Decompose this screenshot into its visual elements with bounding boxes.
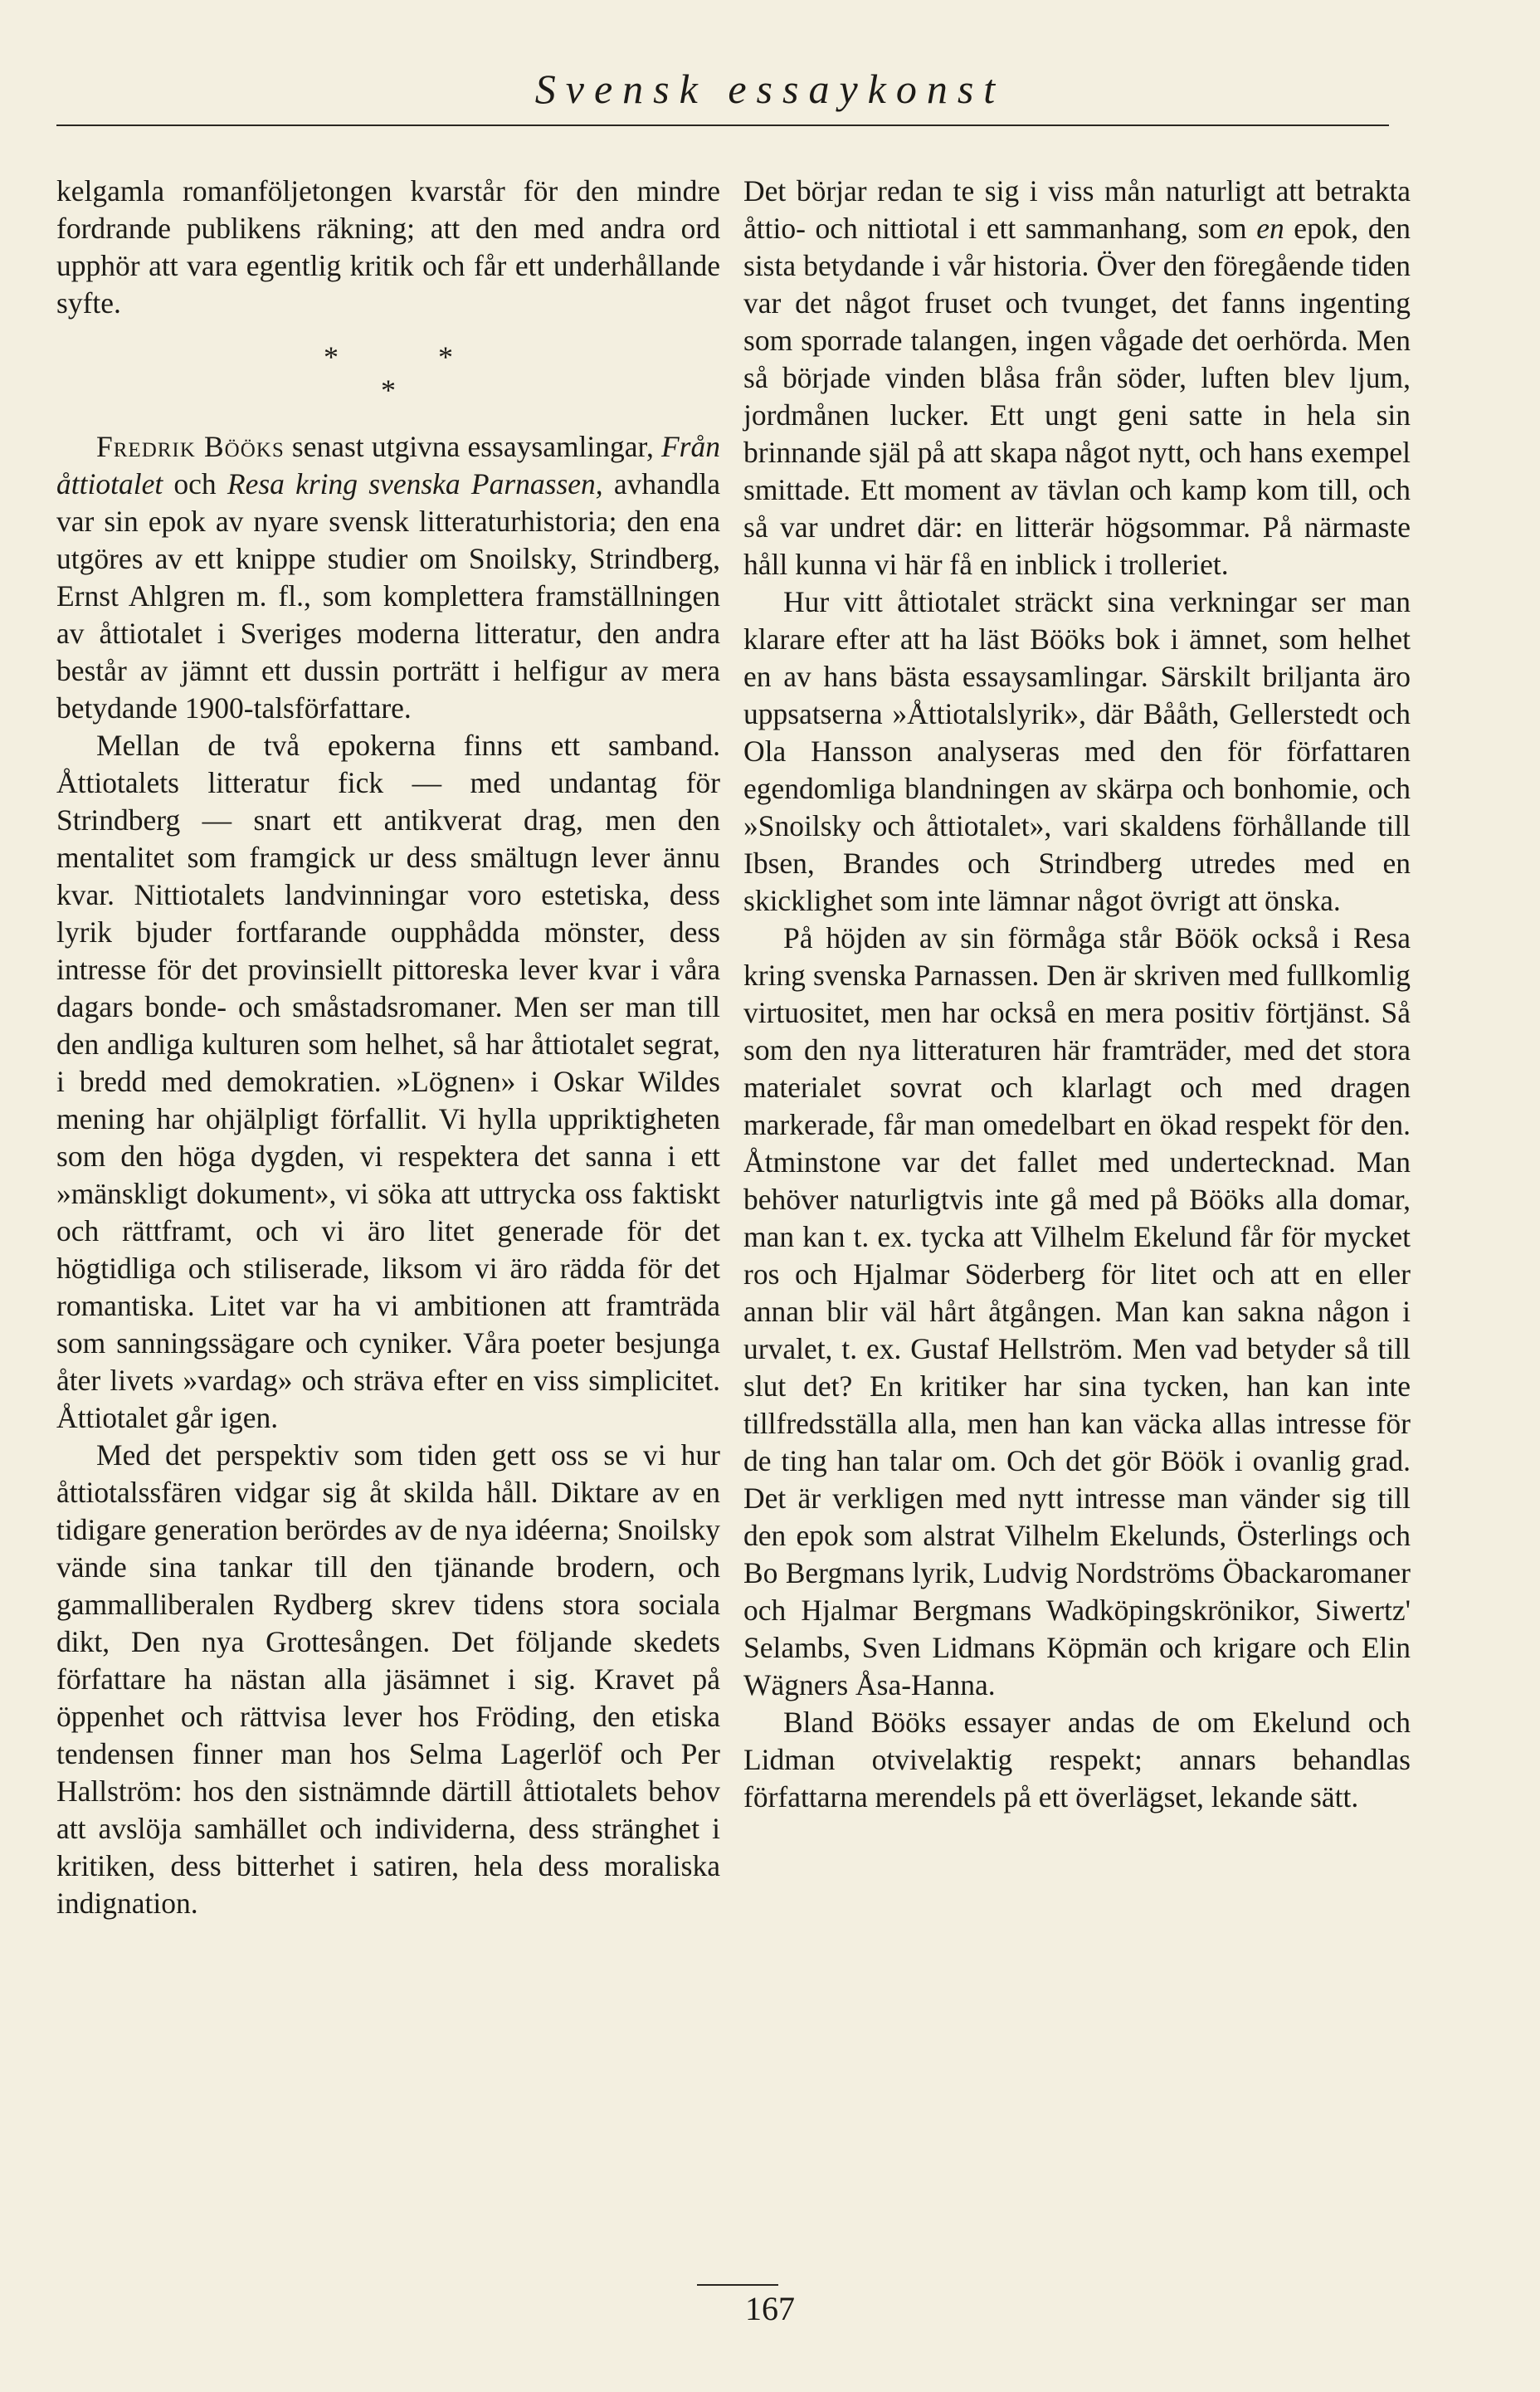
text-run: epok, den sista betydande i vår historia. Över den föregående tiden var det något fruset och tvunget, det fanns ingenting som sporrade talangen, ingen vågade det oerhörda. Men så började vinden blåsa från söder, luften blev ljum, jordmånen lucker. Ett ungt geni satte in hela sin brinnande själ på att skapa något nytt, och hans exempel smittade. Ett moment av tävlan och kamp kom till, och så var undret där: en litterär högsommar. På närmaste håll kunna vi här få en inblick i trolleriet. — [743, 212, 1411, 581]
paragraph-closing: Bland Bööks essayer andas de om Ekelund och Lidman otvivelaktig respekt; annars behandlas författarna merendels på ett överlägset, lekande sätt. — [743, 1706, 1411, 1814]
page-number-rule — [697, 2284, 778, 2286]
page-number: 167 — [745, 2290, 795, 2327]
paragraph-one-epoch — [743, 173, 1411, 583]
book-title-2: Resa kring svenska Parnassen, — [227, 467, 603, 500]
text-run: Det börjar redan te sig i viss mån naturligt att betrakta åttio- och nittiotal i ett sammanhang, som — [743, 174, 1411, 245]
section-break-asterism — [56, 340, 720, 407]
paragraph-intro-continuation: kelgamla romanföljetongen kvarstår för den mindre fordrande publikens räkning; att den med andra ord upphör att vara egentlig kritik och får ett underhållande syfte. — [56, 174, 720, 320]
text-run: senast utgivna essaysamlingar, — [284, 430, 661, 463]
emphasis-en: en — [1256, 212, 1284, 245]
paragraph-booek-essays — [56, 428, 720, 727]
right-column — [743, 173, 1411, 1816]
text-run: avhandla var sin epok av nyare svensk litteraturhistoria; den ena utgöres av ett knippe studier om Snoilsky, Strindberg, Ernst Ahlgren m. fl., som komplettera framställningen av åttiotalet i Sveriges moderna litteratur, den andra består av jämnt ett dussin porträtt i helfigur av mera betydande 1900-talsförfattare. — [56, 467, 721, 725]
paragraph-parnassen: På höjden av sin förmåga står Böök också i Resa kring svenska Parnassen. Den är skriven med fullkomlig virtuositet, men har också en mera positiv förtjänst. Så som den nya litteraturen här framträder, med det stora materialet sovrat och klarlagt och med dragen markerade, får man omedelbart en ökad respekt för den. Åtminstone var det fallet med undertecknad. Man behöver naturligtvis inte gå med på Bööks alla domar, man kan t. ex. tycka att Vilhelm Ekelund får för mycket ros och Hjalmar Söderberg för litet och att en eller annan blir väl hårt åtgången. Man kan sakna någon i urvalet, t. ex. Gustaf Hellström. Men vad betyder så till slut det? En kritiker har sina tycken, han kan inte tillfredsställa alla, men han kan väcka allas intresse för de ting han talar om. Och det gör Böök i ovanlig grad. Det är verkligen med nytt intresse man vänder sig till den epok som alstrat Vilhelm Ekelunds, Österlings och Bo Bergmans lyrik, Ludvig Nordströms Öbackaromaner och Hjalmar Bergmans Wadköpingskrönikor, Siwertz' Selambs, Sven Lidmans Köpmän och krigare och Elin Wägners Åsa-Hanna. — [743, 921, 1411, 1701]
paragraph-perspective: Med det perspektiv som tiden gett oss se vi hur åttiotalssfären vidgar sig åt skilda håll. Diktare av en tidigare generation berördes av de nya idéerna; Snoilsky vände sina tankar till den tjänande brodern, och gammalliberalen Rydberg skrev tidens stora sociala dikt, Den nya Grottesången. Det följande skedets författare ha nästan alla jäsämnet i sig. Kravet på öppenhet och rättvisa lever hos Fröding, den etiska tendensen finner man hos Selma Lagerlöf och Per Hallström: hos den sistnämnde därtill åttiotalets behov att avslöja samhället och individerna, dess stränghet i kritiken, dess bitterhet i satiren, hela dess moraliska indignation. — [56, 1438, 720, 1920]
asterisk-1: * — [324, 340, 339, 373]
left-column — [56, 173, 720, 1922]
asterisk-2: * — [438, 340, 453, 373]
paragraph-eighties-reach: Hur vitt åttiotalet sträckt sina verkningar ser man klarare efter att ha läst Bööks bok i ämnet, som helhet en av hans bästa essaysamlingar. Särskilt briljanta äro uppsatserna »Åttiotalslyrik», där Bååth, Gellerstedt och Ola Hansson analyseras med den för författaren egendomliga blandningen av skärpa och bonhomie, och »Snoilsky och åttiotalet», vari skaldens förhållande till Ibsen, Brandes och Strindberg utredes med en skicklighet som inte lämnar något övrigt att önska. — [743, 585, 1411, 917]
text-run: och — [163, 467, 227, 500]
paragraph-epochs: Mellan de två epokerna finns ett samband. Åttiotalets litteratur fick — med undantag för Strindberg — snart ett antikverat drag, men den mentalitet som framgick ur dess smältugn lever ännu kvar. Nittiotalets landvinningar voro estetiska, dess lyrik bjuder fortfarande oupphådda mönster, dess intresse för det provinsiellt pittoreska lever kvar i våra dagars bonde- och småstadsromaner. Men ser man till den andliga kulturen som helhet, så har åttiotalet segrat, i bredd med demokratien. »Lögnen» i Oskar Wildes mening har ohjälpligt förfallit. Vi hylla uppriktigheten som den höga dygden, vi respektera det sanna i ett »mänskligt dokument», vi söka att uttrycka oss faktiskt och rättframt, och vi äro litet generade för det högtidliga och stiliserade, liksom vi äro rädda för det romantiska. Litet var ha vi ambitionen att framträda som sanningssägare och cyniker. Våra poeter besjunga åter livets »vardag» och sträva efter en viss simplicitet. Åttiotalet går igen. — [56, 729, 720, 1434]
author-name: Fredrik Bööks — [96, 430, 285, 463]
asterisk-3: * — [381, 373, 396, 407]
book-title-1: Från åttiotalet — [56, 430, 720, 500]
header-rule — [56, 124, 1389, 126]
running-title: Svensk essaykonst — [534, 66, 1006, 112]
